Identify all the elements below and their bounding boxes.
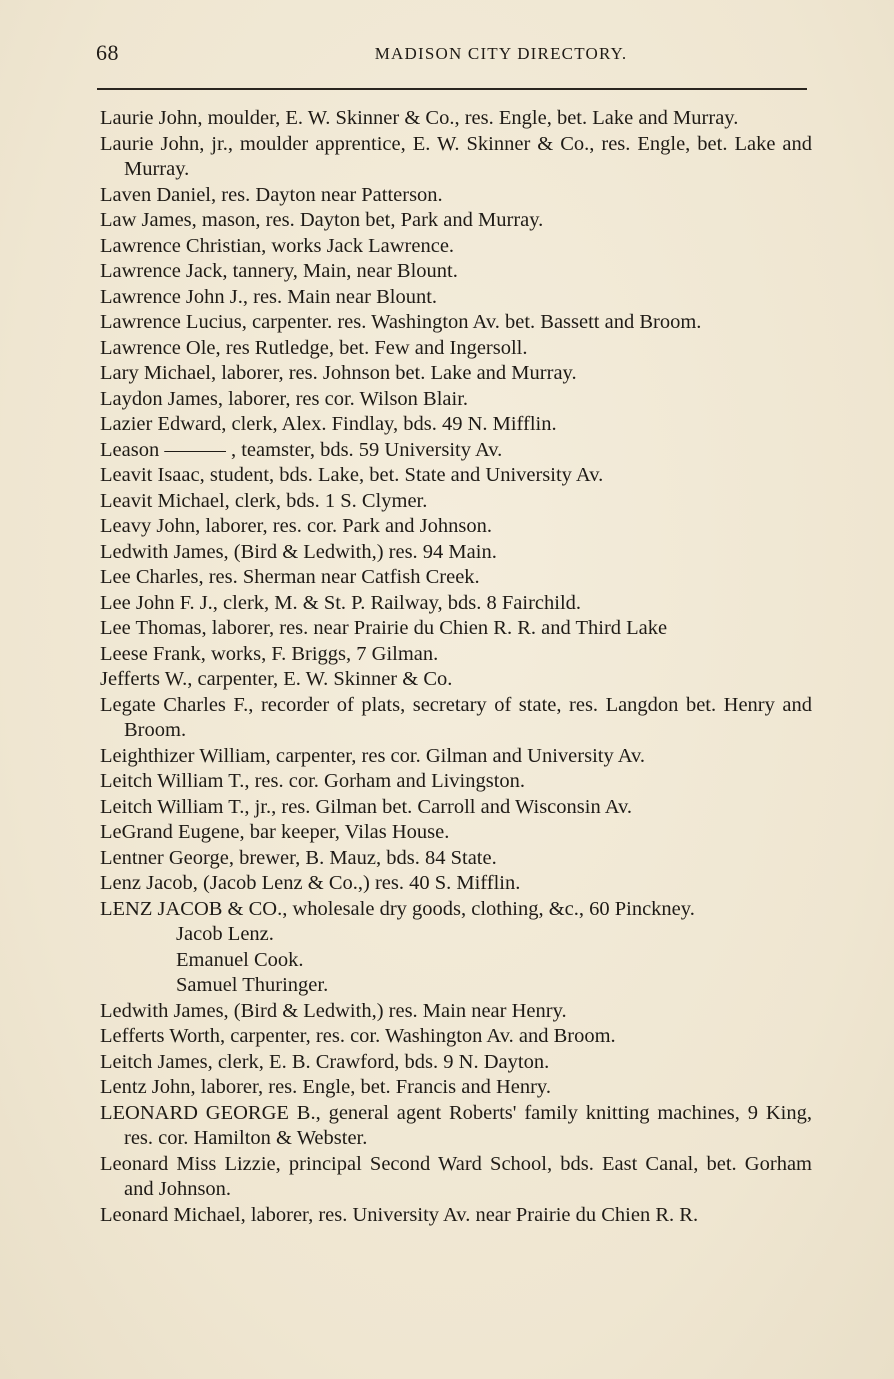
directory-entry: Lentner George, brewer, B. Mauz, bds. 84 State. xyxy=(100,846,497,869)
directory-entry: Laurie John, jr., moulder apprentice, E. W. Skinner & Co., res. Engle, bet. Lake and Murray. xyxy=(100,132,812,180)
directory-entry: Laurie John, moulder, E. W. Skinner & Co., res. Engle, bet. Lake and Murray. xyxy=(100,107,739,129)
directory-entry: Leavit Isaac, student, bds. Lake, bet. State and University Av. xyxy=(100,464,604,486)
directory-entry: Leitch William T., jr., res. Gilman bet. Carroll and Wisconsin Av. xyxy=(100,795,633,818)
directory-entry: Lee Charles, res. Sherman near Catfish Creek. xyxy=(100,566,480,588)
directory-entry: Lawrence Jack, tannery, Main, near Blount. xyxy=(100,260,458,282)
directory-entry: Jefferts W., carpenter, E. W. Skinner & Co. xyxy=(100,668,453,690)
directory-entry: Lentz John, laborer, res. Engle, bet. Francis and Henry. xyxy=(100,1076,551,1098)
directory-entry: Lazier Edward, clerk, Alex. Findlay, bds. 49 N. Mifflin. xyxy=(100,413,557,435)
directory-entry: Leason ——— , teamster, bds. 59 University Av. xyxy=(100,438,503,461)
directory-entry: Leitch James, clerk, E. B. Crawford, bds. 9 N. Dayton. xyxy=(100,1050,550,1073)
header-rule xyxy=(97,88,807,90)
directory-entry: LEONARD GEORGE B., general agent Roberts' family knitting machines, 9 King, res. cor. Hamilton & Webster. xyxy=(100,1101,812,1149)
directory-entry: Lee Thomas, laborer, res. near Prairie du Chien R. R. and Third Lake xyxy=(100,617,668,639)
directory-entry: Lawrence Christian, works Jack Lawrence. xyxy=(100,234,455,257)
directory-entry: Lawrence Lucius, carpenter. res. Washington Av. bet. Bassett and Broom. xyxy=(100,311,702,333)
directory-entry: Lenz Jacob, (Jacob Lenz & Co.,) res. 40 S. Mifflin. xyxy=(100,872,521,894)
directory-entry: Leitch William T., res. cor. Gorham and Livingston. xyxy=(100,770,526,792)
directory-entry-list xyxy=(100,106,812,1228)
directory-sub-entry: Jacob Lenz. xyxy=(176,923,274,945)
directory-entry: Leonard Michael, laborer, res. University Av. near Prairie du Chien R. R. xyxy=(100,1203,699,1226)
directory-entry: Leighthizer William, carpenter, res cor. Gilman and University Av. xyxy=(100,744,646,767)
directory-entry: Leavy John, laborer, res. cor. Park and Johnson. xyxy=(100,515,493,537)
directory-entry: Ledwith James, (Bird & Ledwith,) res. 94 Main. xyxy=(100,540,497,563)
directory-entry: Leese Frank, works, F. Briggs, 7 Gilman. xyxy=(100,642,439,665)
directory-entry: Leonard Miss Lizzie, principal Second Ward School, bds. East Canal, bet. Gorham and Johnson. xyxy=(100,1152,812,1200)
directory-entry: Laydon James, laborer, res cor. Wilson Blair. xyxy=(100,387,469,410)
directory-entry: Law James, mason, res. Dayton bet, Park and Murray. xyxy=(100,209,544,231)
directory-entry: Ledwith James, (Bird & Ledwith,) res. Main near Henry. xyxy=(100,999,567,1022)
running-title: MADISON CITY DIRECTORY. xyxy=(374,44,628,63)
directory-entry: Leavit Michael, clerk, bds. 1 S. Clymer. xyxy=(100,489,428,512)
directory-entry: Lawrence John J., res. Main near Blount. xyxy=(100,285,438,308)
directory-entry: Legate Charles F., recorder of plats, secretary of state, res. Langdon bet. Henry and Broom. xyxy=(100,693,812,741)
directory-entry: Laven Daniel, res. Dayton near Patterson. xyxy=(100,183,443,206)
page-number: 68 xyxy=(96,40,119,65)
directory-sub-entry: Emanuel Cook. xyxy=(176,948,304,971)
directory-entry: LENZ JACOB & CO., wholesale dry goods, clothing, &c., 60 Pinckney. xyxy=(100,897,695,920)
directory-entry: Lefferts Worth, carpenter, res. cor. Washington Av. and Broom. xyxy=(100,1025,616,1047)
directory-entry: Lawrence Ole, res Rutledge, bet. Few and Ingersoll. xyxy=(100,336,528,359)
directory-entry: Lee John F. J., clerk, M. & St. P. Railway, bds. 8 Fairchild. xyxy=(100,591,582,614)
page-header xyxy=(96,40,796,74)
directory-sub-entry: Samuel Thuringer. xyxy=(176,974,329,996)
directory-entry: LeGrand Eugene, bar keeper, Vilas House. xyxy=(100,821,450,843)
directory-entry: Lary Michael, laborer, res. Johnson bet. Lake and Murray. xyxy=(100,362,577,384)
